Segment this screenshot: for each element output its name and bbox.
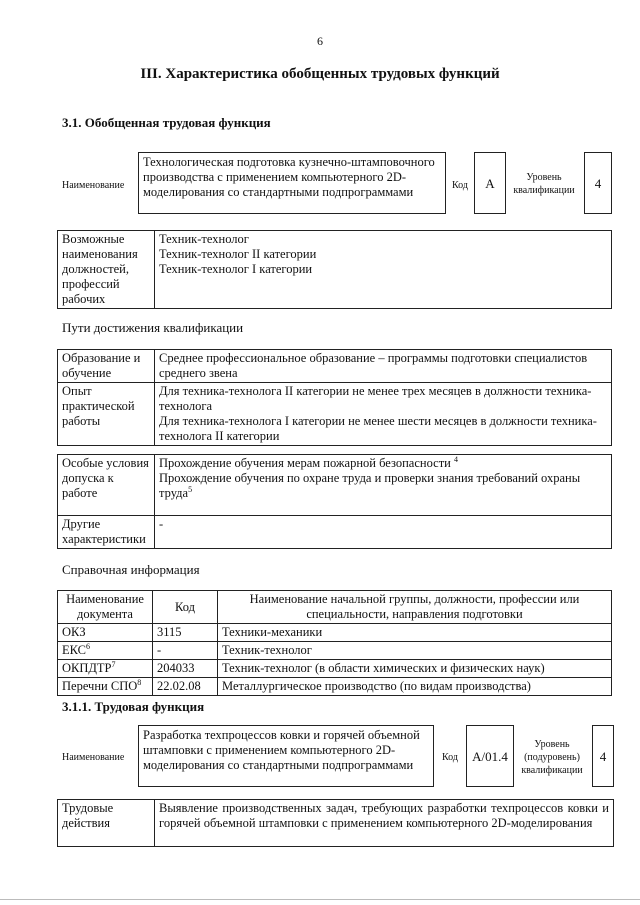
- reference-table: [57, 590, 612, 696]
- code-label: Код: [442, 752, 458, 763]
- position-item: Техник-технолог II категории: [159, 247, 317, 261]
- name-box: [138, 152, 446, 214]
- ref-header-doc: Наименование документа: [58, 591, 153, 624]
- conditions-table: [57, 454, 612, 549]
- table-row: [58, 660, 612, 678]
- special-label: Особые условия допуска к работе: [58, 455, 155, 516]
- special-values: [155, 455, 612, 516]
- section-heading-3-1: 3.1. Обобщенная трудовая функция: [62, 115, 271, 130]
- experience-line: Для техника-технолога II категории не менее трех месяцев в должности техника-технолога: [159, 384, 592, 413]
- labor-actions-label: Трудовые действия: [58, 800, 155, 847]
- ref-name: Техники-механики: [218, 624, 612, 642]
- qualification-table: [57, 349, 612, 446]
- education-label: Образование и обучение: [58, 350, 155, 383]
- name-value: Технологическая подготовка кузнечно-штамповочного производства с применением компьютерного 2D-моделирования со стандартными подпрограммами: [143, 155, 435, 199]
- positions-table: [57, 230, 612, 309]
- section-heading-3-1-1: 3.1.1. Трудовая функция: [62, 699, 205, 714]
- level-value: 4: [584, 152, 612, 214]
- labor-actions-table: [57, 799, 614, 847]
- footnote-ref: 8: [137, 677, 142, 687]
- ref-doc: ОКПДТР$^7$: [58, 660, 153, 678]
- level-label: Уровень (подуровень) квалификации: [521, 739, 583, 776]
- name-label: Наименование: [62, 180, 125, 191]
- ref-doc: ЕКС$^6$: [58, 642, 153, 660]
- ref-code: -: [153, 642, 218, 660]
- name-value: Разработка техпроцессов ковки и горячей объемной штамповки с применением компьютерного 2D-моделирования со стандартными подпрограммами: [143, 728, 420, 772]
- ref-code: 22.02.08: [153, 678, 218, 696]
- position-item: Техник-технолог: [159, 232, 249, 246]
- page-number: 6: [317, 34, 323, 48]
- table-row: [58, 642, 612, 660]
- level-label: Уровень квалификации: [513, 172, 575, 196]
- other-label: Другие характеристики: [58, 516, 155, 549]
- paths-heading: Пути достижения квалификации: [62, 320, 244, 335]
- experience-values: [155, 383, 612, 446]
- ref-doc: Перечни СПО$^8$: [58, 678, 153, 696]
- code-label: Код: [452, 180, 468, 191]
- table-row: [58, 624, 612, 642]
- ref-name: Металлургическое производство (по видам производства): [218, 678, 612, 696]
- position-item: Техник-технолог I категории: [159, 262, 313, 276]
- ref-code: 3115: [153, 624, 218, 642]
- education-value: Среднее профессиональное образование – программы подготовки специалистов среднего звена: [155, 350, 612, 383]
- experience-label: Опыт практической работы: [58, 383, 155, 446]
- name-label: Наименование: [62, 752, 125, 763]
- ref-header-name: Наименование начальной группы, должности, профессии или специальности, направления подготовки: [218, 591, 612, 624]
- reference-heading: Справочная информация: [62, 562, 200, 577]
- special-line: Прохождение обучения мерам пожарной безопасности $^4$: [159, 454, 458, 470]
- labor-actions-value: Выявление производственных задач, требующих разработки техпроцессов ковки и горячей объемной штамповки с применением компьютерного 2D-моделирования: [155, 800, 614, 847]
- name-box: [138, 725, 434, 787]
- page-bottom-edge: [0, 899, 640, 900]
- ref-header-code: Код: [153, 591, 218, 624]
- footnote-ref: 6: [86, 641, 90, 651]
- page-title: III. Характеристика обобщенных трудовых функций: [140, 66, 500, 82]
- footnote-ref: 7: [111, 659, 116, 669]
- ref-name: Техник-технолог: [218, 642, 612, 660]
- positions-label: Возможные наименования должностей, профессий рабочих: [58, 231, 155, 309]
- table-row: [58, 678, 612, 696]
- experience-line: Для техника-технолога I категории не менее шести месяцев в должности техника-технолога II категории: [159, 414, 597, 443]
- other-value: -: [155, 516, 612, 549]
- ref-name: Техник-технолог (в области химических и физических наук): [218, 660, 612, 678]
- ref-code: 204033: [153, 660, 218, 678]
- special-line: Прохождение обучения по охране труда и проверки знания требований охраны труда$^5$: [159, 471, 581, 500]
- ref-doc: ОКЗ: [58, 624, 153, 642]
- level-value: 4: [592, 725, 614, 787]
- code-value: А/01.4: [466, 725, 514, 787]
- code-value: А: [474, 152, 506, 214]
- positions-values: [155, 231, 612, 309]
- footnote-ref: 4: [453, 454, 458, 464]
- footnote-ref: 5: [188, 484, 193, 494]
